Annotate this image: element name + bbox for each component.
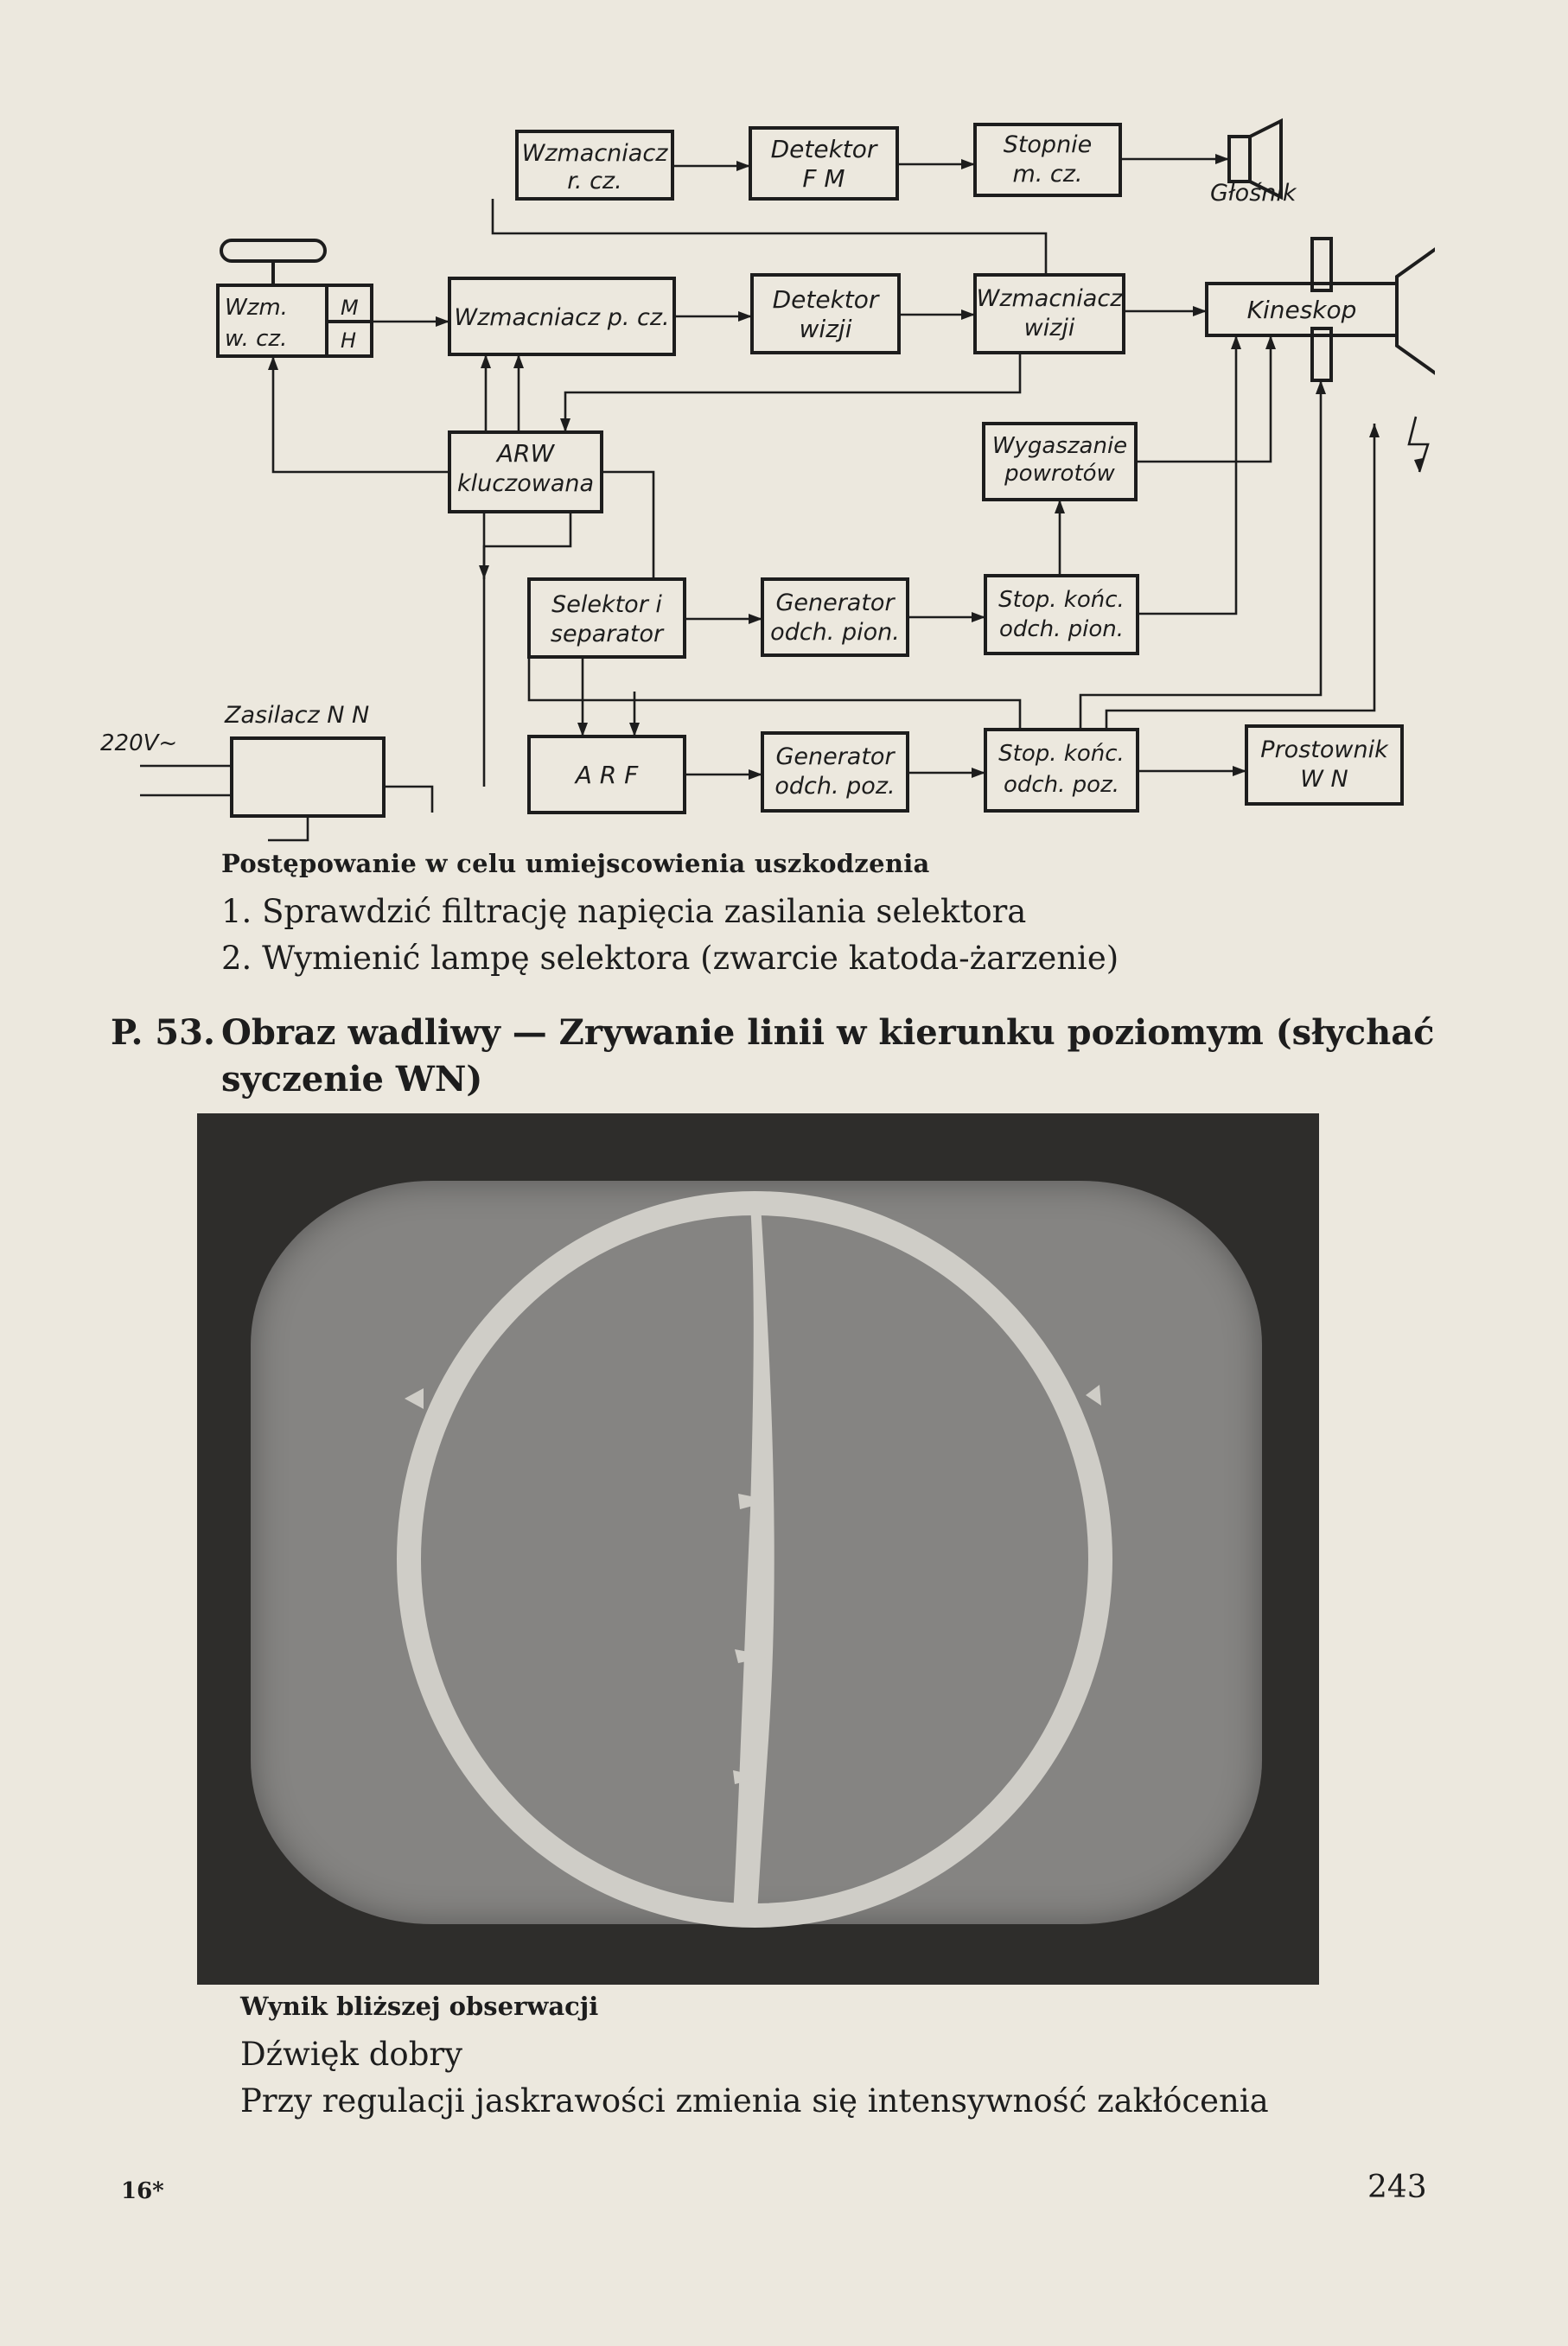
label-stop-konc-poz-2: odch. poz. xyxy=(1003,772,1120,798)
label-detektor-fm-2: F M xyxy=(802,164,845,193)
label-selektor-2: separator xyxy=(550,621,664,647)
procedure-step: 2. Wymienić lampę selektora (zwarcie katoda-żarzenie) xyxy=(221,940,1119,977)
label-kineskop: Kineskop xyxy=(1246,296,1357,324)
label-generator-pion-2: odch. pion. xyxy=(770,619,900,646)
block-zasilacz xyxy=(232,738,384,816)
label-wzmacniacz-pcz: Wzmacniacz p. cz. xyxy=(454,304,670,331)
label-zasilacz: Zasilacz N N xyxy=(225,702,370,729)
label-wzmacniacz-wizji-2: wizji xyxy=(1023,315,1075,341)
label-stopnie-2: m. cz. xyxy=(1012,161,1083,188)
label-selektor: Selektor i xyxy=(551,591,662,618)
page-number: 243 xyxy=(1367,2170,1427,2205)
tv-block-diagram xyxy=(86,95,1435,864)
label-wygaszanie-2: powrotów xyxy=(1004,461,1115,487)
label-stopnie: Stopnie xyxy=(1003,131,1093,158)
test-pattern xyxy=(197,1113,1319,1985)
label-wzmacniacz-wizji: Wzmacniacz xyxy=(976,285,1123,312)
observation-line: Przy regulacji jaskrawości zmienia się intensywność zakłócenia xyxy=(240,2082,1269,2120)
label-detektor-fm: Detektor xyxy=(770,135,877,163)
label-stop-konc-pion: Stop. końc. xyxy=(998,587,1125,613)
section-number: P. 53. xyxy=(111,1012,215,1053)
label-glosnik: Głośnik xyxy=(1210,180,1297,207)
procedure-steps xyxy=(221,889,1119,982)
section-title-line1: Obraz wadliwy — Zrywanie linii w kierunku poziomym (słychać xyxy=(221,1012,1435,1053)
observation-lines xyxy=(240,2031,1269,2125)
label-stop-konc-poz: Stop. końc. xyxy=(998,741,1125,767)
label-prostownik-2: W N xyxy=(1300,766,1348,793)
section-title-line2: syczenie WN) xyxy=(221,1059,483,1100)
label-wzmacniacz-rcz: Wzmacniacz xyxy=(521,140,668,167)
label-prostownik: Prostownik xyxy=(1260,736,1388,763)
vertical-bar xyxy=(733,1204,774,1916)
label-m: M xyxy=(341,296,359,320)
section-title xyxy=(111,1010,1459,1103)
sheet-signature: 16* xyxy=(121,2178,164,2204)
label-arf: A R F xyxy=(575,761,639,789)
label-arw-2: kluczowana xyxy=(456,470,595,497)
procedure-step: 1. Sprawdzić filtrację napięcia zasilania selektora xyxy=(221,893,1027,930)
procedure-heading: Postępowanie w celu umiejscowienia uszkodzenia xyxy=(221,849,930,878)
label-generator-poz-2: odch. poz. xyxy=(774,773,896,800)
label-detektor-wizji: Detektor xyxy=(772,285,879,314)
label-wzm-wcz: Wzm. xyxy=(225,295,288,321)
label-wzm-wcz-2: w. cz. xyxy=(225,326,288,352)
antenna-icon xyxy=(221,240,325,285)
label-arw: ARW xyxy=(496,439,555,468)
screen-photograph xyxy=(197,1113,1319,1985)
observation-heading: Wynik bliższej obserwacji xyxy=(240,1992,599,2021)
label-wzmacniacz-rcz-2: r. cz. xyxy=(567,168,622,194)
label-wygaszanie: Wygaszanie xyxy=(991,433,1128,459)
label-generator-pion: Generator xyxy=(775,590,895,616)
label-h: H xyxy=(341,328,357,353)
diagram-arrowheads xyxy=(268,154,1423,780)
label-220v: 220V~ xyxy=(100,730,178,756)
observation-line: Dźwięk dobry xyxy=(240,2036,462,2073)
label-stop-konc-pion-2: odch. pion. xyxy=(998,616,1125,642)
label-detektor-wizji-2: wizji xyxy=(799,315,852,343)
label-generator-poz: Generator xyxy=(775,743,895,770)
